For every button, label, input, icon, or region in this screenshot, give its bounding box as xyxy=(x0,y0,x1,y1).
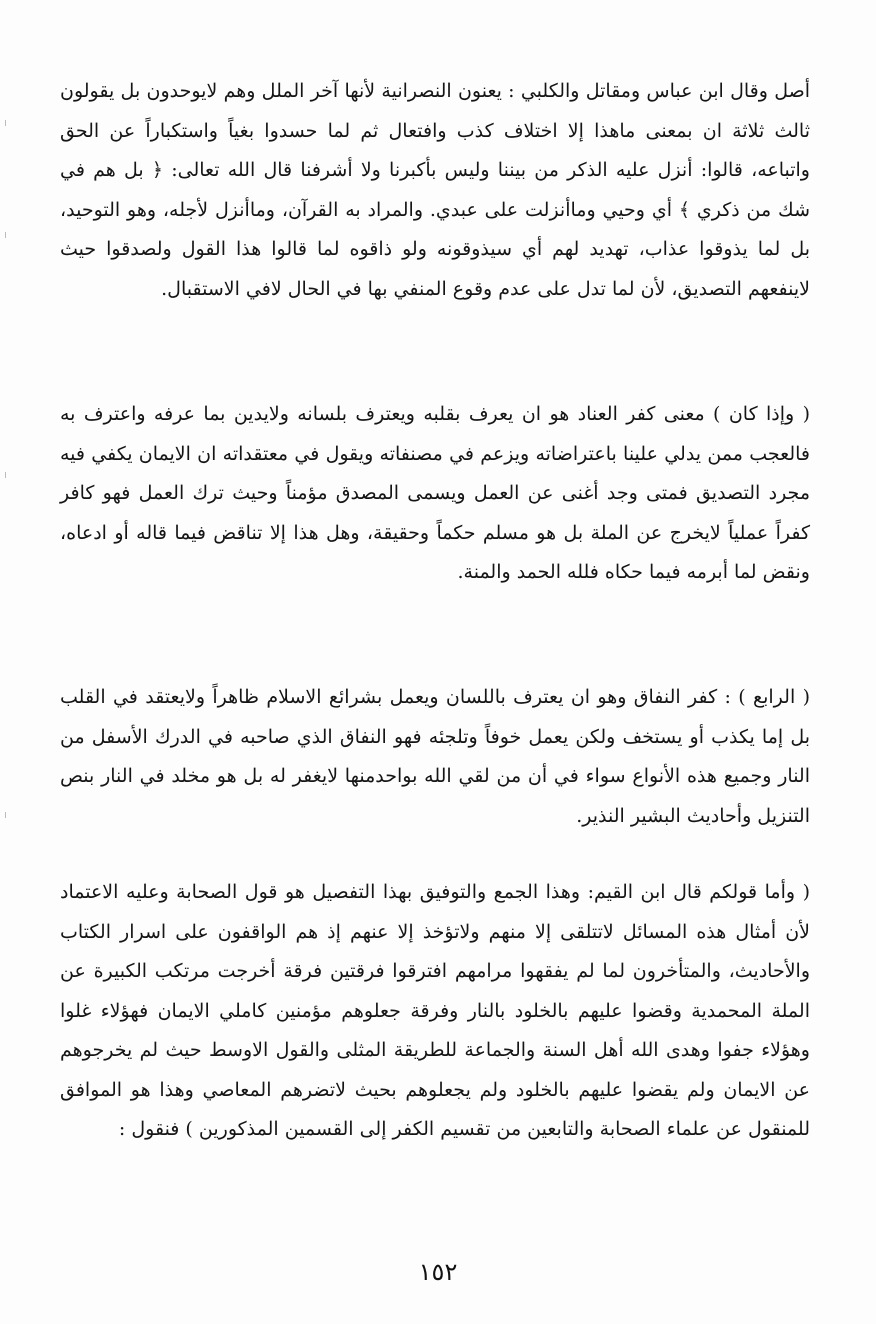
paragraph-kufr-al-nifaq xyxy=(60,678,810,836)
paragraph-kufr-al-inad xyxy=(60,395,810,593)
margin-mark xyxy=(5,472,6,478)
page-number: ١٥٢ xyxy=(418,1258,458,1286)
paragraph-text: ( الرابع ) : كفر النفاق وهو ان يعترف باللسان ويعمل بشرائع الاسلام ظاهراً ولايعتقد في القلب بل إما يكذب أو يستخف ولكن يعمل خوفاً وتلجئه فهو النفاق الذي صاحبه في الدرك الأسفل من النار وجميع هذه الأنواع سواء في أن من لقي الله بواحدمنها لايغفر له بل هو مخلد في النار بنص التنزيل وأحاديث البشير النذير. xyxy=(60,686,810,827)
margin-mark xyxy=(5,812,6,818)
margin-mark xyxy=(5,120,6,126)
paragraph-ibn-al-qayyim xyxy=(60,873,810,1150)
paragraph-text: ( وأما قولكم قال ابن القيم: وهذا الجمع والتوفيق بهذا التفصيل هو قول الصحابة وعليه الاعتماد لأن أمثال هذه المسائل لاتتلقى إلا منهم ولاتؤخذ إلا عنهم إذ هم الواقفون على اسرار الكتاب والأحاديث، والمتأخرون لما لم يفقهوا مرامهم افترقوا فرقتين فرقة أخرجت مرتكب الكبيرة عن الملة المحمدية وقضوا عليهم بالخلود بالنار وفرقة جعلوهم مؤمنين كاملي الايمان فهؤلاء غلوا وهؤلاء جفوا وهدى الله أهل السنة والجماعة للطريقة المثلى والقول الاوسط حيث لم يخرجوهم عن الايمان ولم يقضوا عليهم بالخلود ولم يجعلوهم بحيث لاتضرهم المعاصي وهذا هو الموافق للمنقول عن علماء الصحابة والتابعين من تقسيم الكفر إلى القسمين المذكورين ) فنقول : xyxy=(60,881,810,1140)
paragraph-continuation xyxy=(60,72,810,309)
paragraph-text: ( وإذا كان ) معنى كفر العناد هو ان يعرف بقلبه ويعترف بلسانه ولايدين بما عرفه واعترف به فالعجب ممن يدلي علينا باعتراضاته ويزعم في مصنفاته ويقول في معتقداته ان الايمان يكفي فيه مجرد التصديق فمتى وجد أغنى عن العمل ويسمى المصدق مؤمناً وحيث ترك العمل فهو كافر كفراً عملياً لايخرج عن الملة بل هو مسلم حكماً وحقيقة، وهل هذا إلا تناقض فيما قاله أو ادعاه، ونقض لما أبرمه فيما حكاه فلله الحمد والمنة. xyxy=(60,403,810,583)
paragraph-text: أصل وقال ابن عباس ومقاتل والكلبي : يعنون النصرانية لأنها آخر الملل وهم لايوحدون بل يقولون ثالث ثلاثة ان بمعنى ماهذا إلا اختلاف كذب وافتعال ثم لما حسدوا بغياً واستكباراً عن الحق واتباعه، قالوا: أنزل عليه الذكر من بيننا وليس بأكبرنا ولا أشرفنا قال الله تعالى: ﴿ بل هم في شك من ذكري ﴾ أي وحيي وماأنزلت على عبدي. والمراد به القرآن، وماأنزل لأجله، وهو التوحيد، بل لما يذوقوا عذاب، تهديد لهم أي سيذوقونه ولو ذاقوه لما قالوا هذا القول ولصدقوا حيث لاينفعهم التصديق، لأن لما تدل على عدم وقوع المنفي بها في الحال لافي الاستقبال. xyxy=(60,80,810,300)
margin-mark xyxy=(5,232,6,238)
